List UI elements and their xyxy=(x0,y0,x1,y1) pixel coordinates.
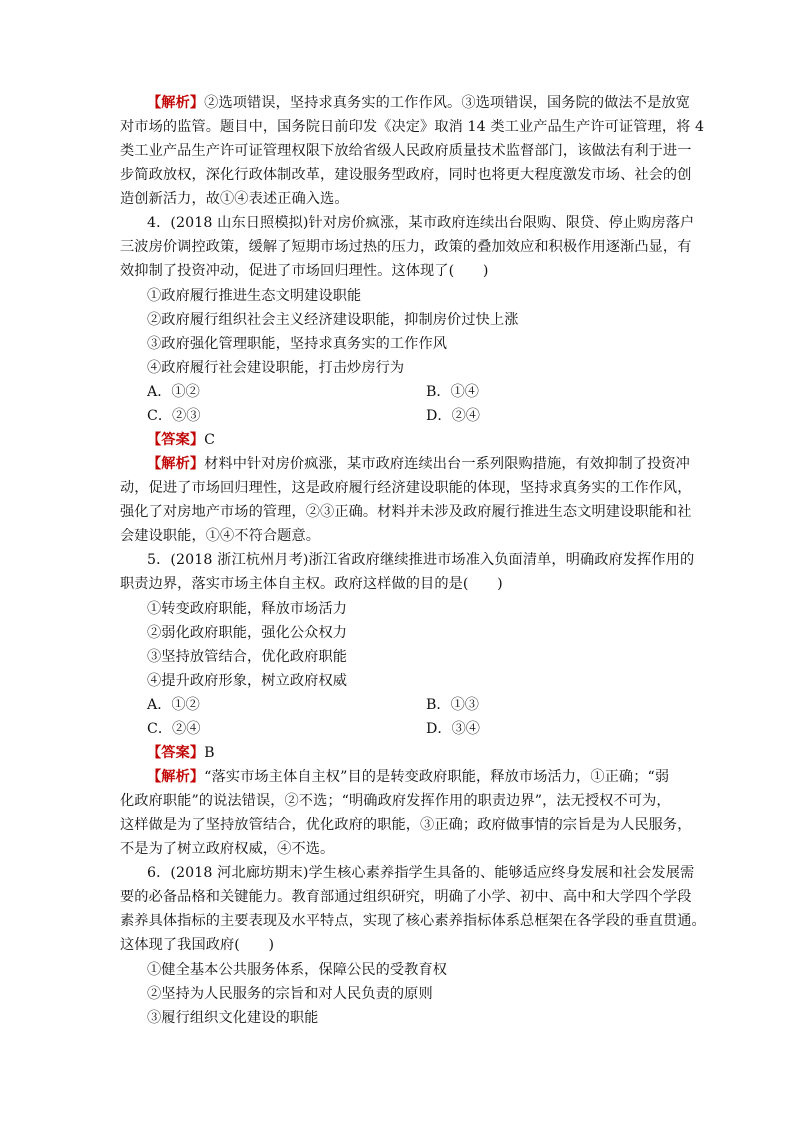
q4-analysis-line-3: 强化了对房地产市场的管理，②③正确。材料并未涉及政府履行推进生态文明建设职能和社 xyxy=(120,504,692,520)
answer-tag: 【答案】 xyxy=(147,432,205,448)
q5-option-d: D．③④ xyxy=(426,721,480,737)
q3-analysis-line-4: 步简政放权，深化行政体制改革，建设服务型政府，同时也将更大程度激发市场、社会的创 xyxy=(120,167,692,183)
q3-analysis-line-1: 【解析】②选项错误，坚持求真务实的工作作风。③选项错误，国务院的做法不是放宽 xyxy=(147,95,690,111)
q4-analysis-line-4: 会建设职能，①④不符合题意。 xyxy=(120,528,321,544)
q4-item-1: ①政府履行推进生态文明建设职能 xyxy=(147,288,362,304)
q4-analysis-line-2: 动，促进了市场回归理性，这是政府履行经济建设职能的体现，坚持求真务实的工作作风， xyxy=(120,480,692,496)
q6-item-1: ①健全基本公共服务体系，保障公民的受教育权 xyxy=(147,962,448,978)
q4-analysis-line-1: 【解析】材料中针对房价疯涨，某市政府连续出台一系列限购措施，有效抑制了投资冲 xyxy=(147,456,690,472)
q3-analysis-line-5: 造创新活力，故①④表述正确入选。 xyxy=(120,191,349,207)
q4-option-b: B．①④ xyxy=(426,384,479,400)
q5-stem-line-2: 职责边界，落实市场主体自主权。政府这样做的目的是( ) xyxy=(120,576,503,592)
q5-analysis-line-2: 化政府职能”的说法错误，②不选；“明确政府发挥作用的职责边界”，法无授权不可为， xyxy=(120,793,671,809)
q5-item-3: ③坚持放管结合，优化政府职能 xyxy=(147,649,348,665)
analysis-tag: 【解析】 xyxy=(147,456,205,472)
q5-answer-value: B xyxy=(204,745,215,761)
q4-item-4: ④政府履行社会建设职能，打击炒房行为 xyxy=(147,360,405,376)
q4-item-3: ③政府强化管理职能，坚持求真务实的工作作风 xyxy=(147,336,448,352)
analysis-tag: 【解析】 xyxy=(147,95,205,111)
q4-answer-value: C xyxy=(204,432,216,448)
q4-answer xyxy=(147,431,215,449)
q5-item-1: ①转变政府职能，释放市场活力 xyxy=(147,601,348,617)
q4-stem-line-3: 效抑制了投资冲动，促进了市场回归理性。这体现了( ) xyxy=(120,263,489,279)
q5-answer xyxy=(147,744,215,762)
q5-analysis-line-1: 【解析】“落实市场主体自主权”目的是转变政府职能，释放市场活力，①正确；“弱 xyxy=(147,769,670,785)
q4-item-2: ②政府履行组织社会主义经济建设职能，抑制房价过快上涨 xyxy=(147,312,519,328)
q4-stem-line-1: 4．(2018 山东日照模拟)针对房价疯涨，某市政府连续出台限购、限贷、停止购房落户 xyxy=(147,215,695,231)
q5-item-2: ②弱化政府职能，强化公众权力 xyxy=(147,625,348,641)
q6-stem-line-4: 这体现了我国政府( ) xyxy=(120,937,275,953)
q6-stem-line-2: 要的必备品格和关键能力。教育部通过组织研究，明确了小学、初中、高中和大学四个学段 xyxy=(120,889,692,905)
q6-stem-line-3: 素养具体指标的主要表现及水平特点，实现了核心素养指标体系总框架在各学段的垂直贯通。 xyxy=(120,913,706,929)
q6-item-2: ②坚持为人民服务的宗旨和对人民负责的原则 xyxy=(147,986,433,1002)
analysis-tag: 【解析】 xyxy=(147,769,205,785)
q3-analysis-line-2: 对市场的监管。题目中，国务院日前印发《决定》取消 14 类工业产品生产许可证管理，将 4 xyxy=(120,119,705,135)
q6-item-3: ③履行组织文化建设的职能 xyxy=(147,1010,319,1026)
q4-option-a: A．①② xyxy=(147,384,200,400)
q5-option-c: C．②④ xyxy=(147,721,201,737)
q4-option-c: C．②③ xyxy=(147,408,201,424)
q4-option-d: D．②④ xyxy=(426,408,480,424)
q5-analysis-line-3: 这样做是为了坚持放管结合，优化政府的职能，③正确；政府做事情的宗旨是为人民服务， xyxy=(120,817,692,833)
q5-option-a: A．①② xyxy=(147,697,200,713)
q5-stem-line-1: 5．(2018 浙江杭州月考)浙江省政府继续推进市场准入负面清单，明确政府发挥作用的 xyxy=(147,552,695,568)
q5-option-b: B．①③ xyxy=(426,697,479,713)
answer-tag: 【答案】 xyxy=(147,745,205,761)
q5-analysis-line-4: 不是为了树立政府权威，④不选。 xyxy=(120,841,335,857)
q5-item-4: ④提升政府形象，树立政府权威 xyxy=(147,673,348,689)
q6-stem-line-1: 6．(2018 河北廊坊期末)学生核心素养指学生具备的、能够适应终身发展和社会发展需 xyxy=(147,865,695,881)
q3-analysis-line-3: 类工业产品生产许可证管理权限下放给省级人民政府质量技术监督部门，该做法有利于进一 xyxy=(120,143,692,159)
q4-stem-line-2: 三波房价调控政策，缓解了短期市场过热的压力，政策的叠加效应和积极作用逐渐凸显，有 xyxy=(120,239,692,255)
